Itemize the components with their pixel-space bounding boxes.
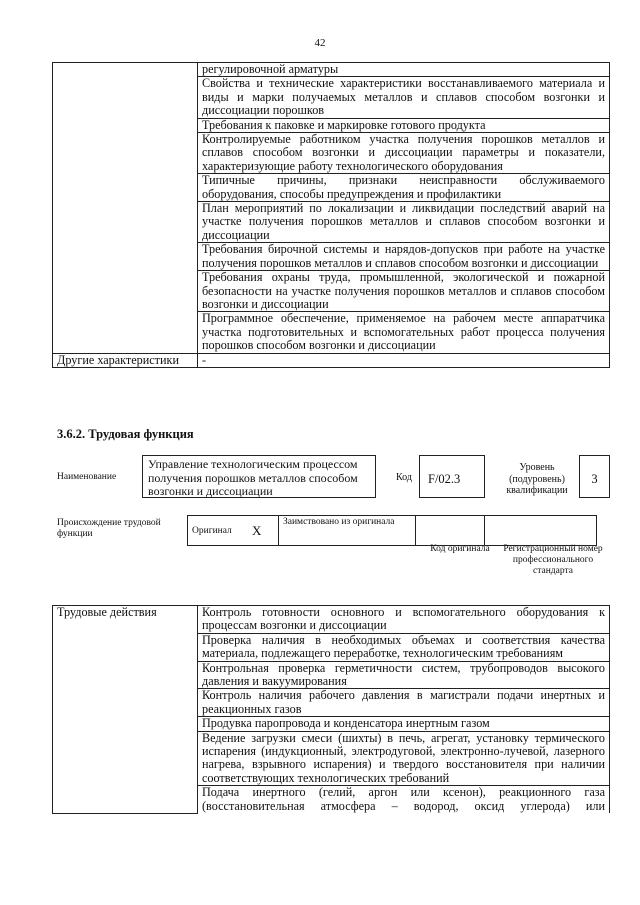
table-row bbox=[188, 516, 597, 546]
table-cell: регулировочной арматуры bbox=[198, 63, 610, 77]
function-code-value: F/02.3 bbox=[419, 455, 485, 498]
other-characteristics-label: Другие характеристики bbox=[53, 353, 198, 367]
code-label: Код bbox=[396, 472, 412, 483]
table-cell: Подача инертного (гелий, аргон или ксенон), реакционного газа (восстановительная атмосфера – водород, оксид углерода) или bbox=[198, 786, 610, 813]
table-cell: Требования к паковке и маркировке готового продукта bbox=[198, 118, 610, 132]
level-label: Уровень (подуровень) квалификации bbox=[506, 462, 568, 496]
origin-table bbox=[187, 515, 597, 546]
table-cell: Контроль готовности основного и вспомогательного оборудования к процессам возгонки и диссоциации bbox=[198, 606, 610, 634]
origin-label: Происхождение трудовой функции bbox=[57, 518, 161, 539]
table-cell: Типичные причины, признаки неисправности обслуживаемого оборудования, способы предупреждения и профилактики bbox=[198, 174, 610, 202]
other-characteristics-value: - bbox=[198, 353, 610, 367]
table-cell: Программное обеспечение, применяемое на рабочем месте аппаратчика участка подготовительных и вспомогательных работ процесса получения порошков способом возгонки и диссоциации bbox=[198, 312, 610, 353]
function-name-value: Управление технологическим процессом получения порошков металлов способом возгонки и диссоциации bbox=[142, 455, 376, 498]
knowledge-label-cell bbox=[53, 63, 198, 354]
table-cell: Ведение загрузки смеси (шихты) в печь, агрегат, установку термического испарения (индукционный, электродуговой, электронно-лучевой, лазерного нагрева, взрывного испарения) и твердого восстановителя при наличии соответствующих технологических требований bbox=[198, 731, 610, 786]
labor-actions-label: Трудовые действия bbox=[53, 606, 198, 814]
borrowed-label: Заимствовано из оригинала bbox=[279, 516, 416, 546]
table-cell: Требования охраны труда, промышленной, экологической и пожарной безопасности на участке получения порошков металлов и сплавов способом возгонки и диссоциации bbox=[198, 271, 610, 312]
table-cell: Контроль наличия рабочего давления в магистрали подачи инертных и реакционных газов bbox=[198, 689, 610, 717]
original-code-cell bbox=[416, 516, 485, 546]
table-cell: Продувка паропровода и конденсатора инертным газом bbox=[198, 717, 610, 731]
page-number: 42 bbox=[314, 37, 326, 49]
table-cell: Контрольная проверка герметичности систем, трубопроводов высокого давления и вакуумирования bbox=[198, 661, 610, 689]
table-row bbox=[53, 63, 610, 77]
table-row bbox=[53, 606, 610, 634]
registration-number-cell bbox=[485, 516, 597, 546]
level-value: 3 bbox=[579, 455, 610, 498]
original-mark: X bbox=[248, 516, 279, 546]
table-cell: План мероприятий по локализации и ликвидации последствий аварий на участке получения порошков металлов и сплавов способом возгонки и диссоциации bbox=[198, 202, 610, 243]
section-heading: 3.6.2. Трудовая функция bbox=[57, 427, 194, 441]
knowledge-table bbox=[52, 62, 610, 368]
table-cell: Контролируемые работником участка получения порошков металлов и сплавов способом возгонки и диссоциации параметры и показатели, характеризующие работу технологического оборудования bbox=[198, 133, 610, 174]
original-label: Оригинал bbox=[188, 516, 249, 546]
table-cell: Проверка наличия в необходимых объемах и соответствия качества материала, подлежащего переработке, технологическим требованиям bbox=[198, 633, 610, 661]
table-cell: Требования бирочной системы и нарядов-допусков при работе на участке получения порошков металлов и сплавов способом возгонки и диссоциации bbox=[198, 243, 610, 271]
table-cell: Свойства и технические характеристики восстанавливаемого материала и виды и марки получаемых металлов и сплавов способом возгонки и диссоциации порошков bbox=[198, 77, 610, 118]
registration-caption: Регистрационный номер профессионального стандарта bbox=[503, 544, 603, 576]
table-row bbox=[53, 353, 610, 367]
labor-actions-table bbox=[52, 605, 610, 814]
name-label: Наименование bbox=[57, 472, 117, 482]
code-origin-caption: Код оригинала bbox=[430, 544, 490, 554]
